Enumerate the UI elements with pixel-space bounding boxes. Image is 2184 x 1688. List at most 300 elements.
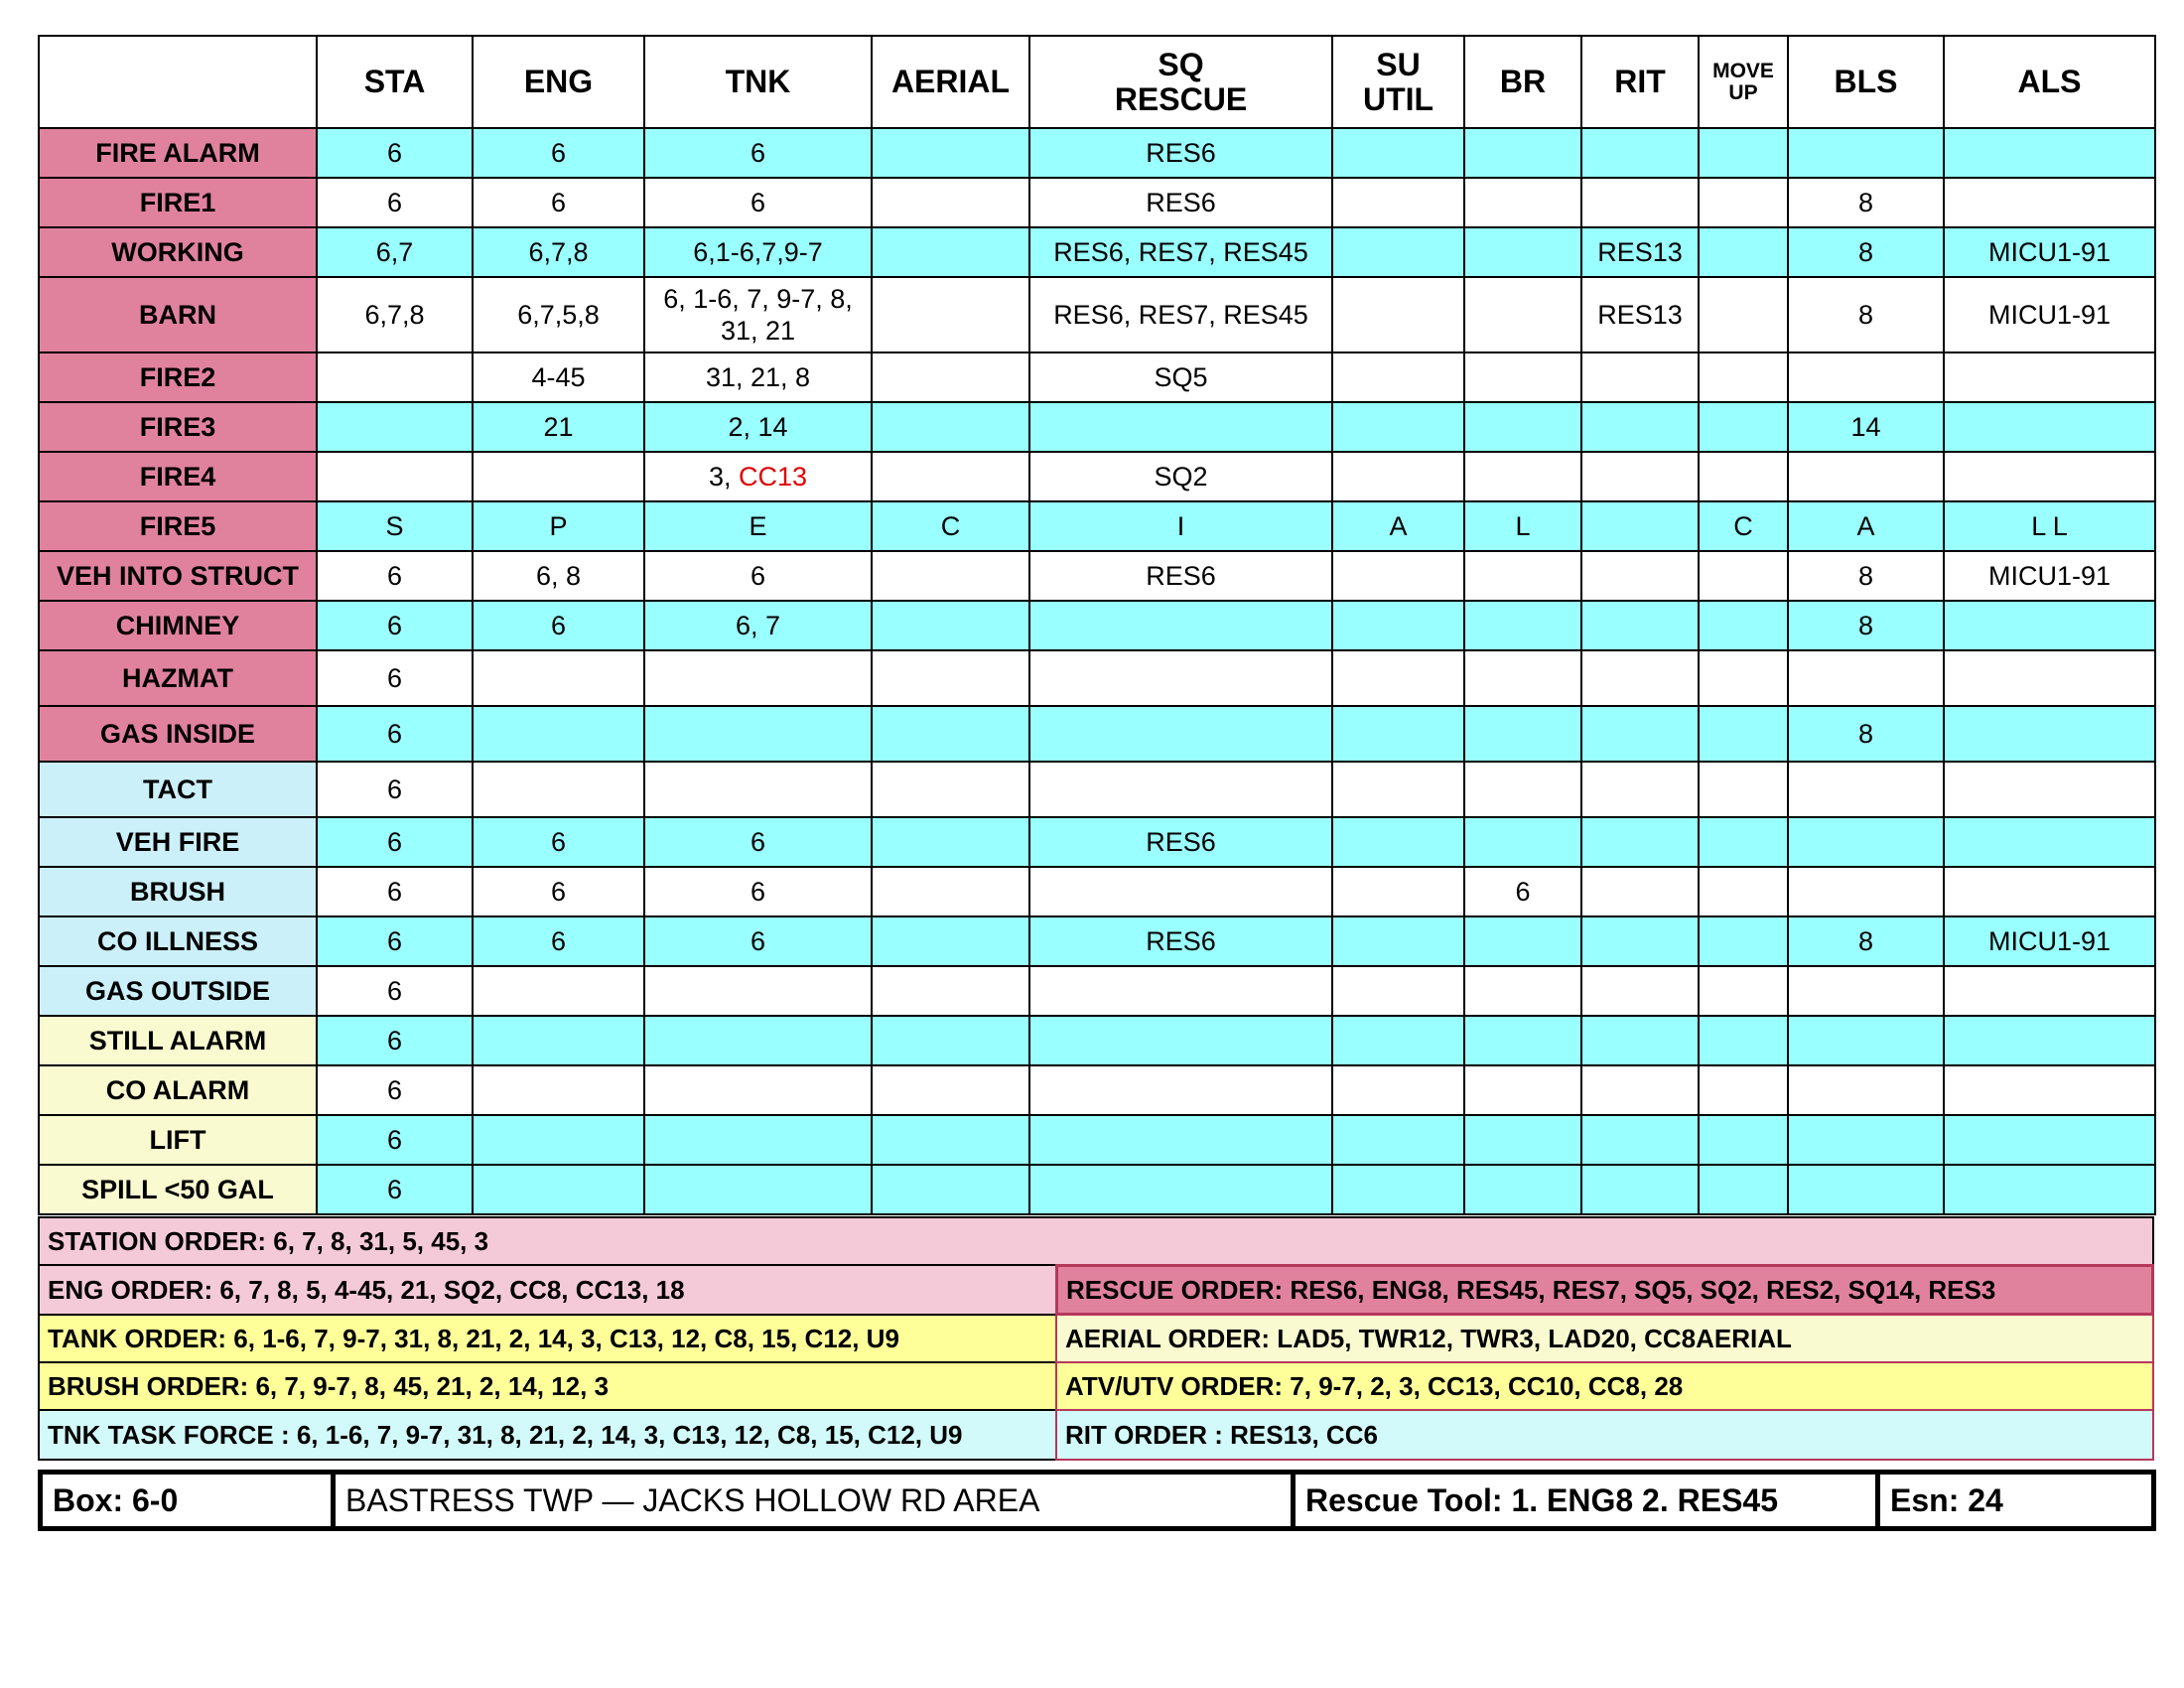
cell-rit — [1581, 178, 1699, 227]
cell-als: MICU1-91 — [1944, 277, 2155, 352]
cell-su-util — [1332, 551, 1464, 601]
cell-bls — [1788, 1115, 1944, 1165]
cell-su-util — [1332, 227, 1464, 277]
header-als: ALS — [1944, 36, 2155, 128]
cell-rit — [1581, 1115, 1699, 1165]
cell-move-up — [1699, 178, 1788, 227]
cell-bls — [1788, 1165, 1944, 1214]
cell-aerial — [872, 762, 1029, 817]
cell-sq-rescue — [1029, 706, 1332, 762]
cell-br — [1464, 352, 1581, 402]
cell-als: MICU1-91 — [1944, 916, 2155, 966]
cell-eng — [473, 1065, 644, 1115]
cell-br — [1464, 916, 1581, 966]
header-sq-rescue-line1: SQ — [1158, 46, 1204, 82]
run-card-sheet — [38, 35, 2156, 1215]
cell-su-util: A — [1332, 501, 1464, 551]
header-row — [39, 36, 2155, 128]
cell-br — [1464, 601, 1581, 650]
cell-su-util — [1332, 452, 1464, 501]
row-label: LIFT — [39, 1115, 317, 1165]
cell-eng: P — [473, 501, 644, 551]
table-row — [39, 452, 2155, 501]
cell-move-up — [1699, 916, 1788, 966]
header-corner — [39, 36, 317, 128]
cell-rit — [1581, 501, 1699, 551]
cell-br — [1464, 402, 1581, 452]
brush-order: BRUSH ORDER: 6, 7, 9-7, 8, 45, 21, 2, 14, 12, 3 — [38, 1361, 1057, 1411]
cell-als — [1944, 1115, 2155, 1165]
cell-su-util — [1332, 650, 1464, 706]
cell-br — [1464, 277, 1581, 352]
cell-su-util — [1332, 1115, 1464, 1165]
header-move-up — [1699, 36, 1788, 128]
row-label: GAS OUTSIDE — [39, 966, 317, 1016]
cell-als — [1944, 817, 2155, 867]
cell-tnk — [644, 452, 872, 501]
cell-tnk: 6 — [644, 551, 872, 601]
cell-br: 6 — [1464, 867, 1581, 916]
cell-sta: 6 — [317, 1115, 473, 1165]
cell-su-util — [1332, 1016, 1464, 1065]
cell-bls: 8 — [1788, 601, 1944, 650]
row-label: VEH FIRE — [39, 817, 317, 867]
cell-aerial — [872, 227, 1029, 277]
cell-eng — [473, 706, 644, 762]
cell-eng: 6 — [473, 178, 644, 227]
cell-eng: 6,7,5,8 — [473, 277, 644, 352]
cell-rit — [1581, 762, 1699, 817]
cell-move-up — [1699, 128, 1788, 178]
table-row — [39, 762, 2155, 817]
box-number: Box: 6-0 — [43, 1475, 336, 1526]
cell-eng — [473, 1165, 644, 1214]
cell-aerial — [872, 551, 1029, 601]
cell-move-up — [1699, 650, 1788, 706]
cell-sta: 6 — [317, 1165, 473, 1214]
cell-move-up — [1699, 706, 1788, 762]
aerial-order: AERIAL ORDER: LAD5, TWR12, TWR3, LAD20, CC8AERIAL — [1055, 1314, 2154, 1363]
cell-sq-rescue — [1029, 601, 1332, 650]
header-bls: BLS — [1788, 36, 1944, 128]
cell-br — [1464, 1165, 1581, 1214]
cell-rit — [1581, 128, 1699, 178]
cell-sq-rescue: SQ5 — [1029, 352, 1332, 402]
cell-sta: 6 — [317, 706, 473, 762]
atv-utv-order: ATV/UTV ORDER: 7, 9-7, 2, 3, CC13, CC10, CC8, 28 — [1055, 1361, 2154, 1411]
cell-sq-rescue: RES6 — [1029, 551, 1332, 601]
cell-sta: 6 — [317, 1016, 473, 1065]
row-label: FIRE ALARM — [39, 128, 317, 178]
cell-bls — [1788, 1016, 1944, 1065]
cell-move-up — [1699, 402, 1788, 452]
cell-als — [1944, 128, 2155, 178]
cell-rit — [1581, 1165, 1699, 1214]
tnk-task-force: TNK TASK FORCE : 6, 1-6, 7, 9-7, 31, 8, 21, 2, 14, 3, C13, 12, C8, 15, C12, U9 — [38, 1409, 1057, 1461]
cell-move-up: C — [1699, 501, 1788, 551]
cell-br — [1464, 227, 1581, 277]
cell-move-up — [1699, 277, 1788, 352]
cell-su-util — [1332, 1065, 1464, 1115]
cell-move-up — [1699, 227, 1788, 277]
cell-move-up — [1699, 867, 1788, 916]
table-row — [39, 1065, 2155, 1115]
cell-sq-rescue — [1029, 1016, 1332, 1065]
cell-aerial — [872, 650, 1029, 706]
cell-tnk: 2, 14 — [644, 402, 872, 452]
cell-sq-rescue — [1029, 762, 1332, 817]
cell-tnk: 6,1-6,7,9-7 — [644, 227, 872, 277]
cell-bls — [1788, 650, 1944, 706]
row-label: CO ILLNESS — [39, 916, 317, 966]
cell-eng: 21 — [473, 402, 644, 452]
cell-sq-rescue: RES6 — [1029, 916, 1332, 966]
cell-eng — [473, 650, 644, 706]
cell-rit — [1581, 966, 1699, 1016]
row-label: WORKING — [39, 227, 317, 277]
cell-eng — [473, 762, 644, 817]
row-label: FIRE5 — [39, 501, 317, 551]
cell-br: L — [1464, 501, 1581, 551]
cell-rit — [1581, 601, 1699, 650]
cell-aerial — [872, 706, 1029, 762]
cell-sta — [317, 452, 473, 501]
cell-bls: 8 — [1788, 227, 1944, 277]
cell-sq-rescue: SQ2 — [1029, 452, 1332, 501]
cell-su-util — [1332, 916, 1464, 966]
cell-sq-rescue — [1029, 867, 1332, 916]
area-name: BASTRESS TWP — JACKS HOLLOW RD AREA — [336, 1475, 1296, 1526]
eng-order: ENG ORDER: 6, 7, 8, 5, 4-45, 21, SQ2, CC8, CC13, 18 — [38, 1264, 1057, 1316]
cell-bls: 8 — [1788, 551, 1944, 601]
cell-sq-rescue — [1029, 650, 1332, 706]
cell-bls: 8 — [1788, 916, 1944, 966]
cell-su-util — [1332, 762, 1464, 817]
cell-eng: 4-45 — [473, 352, 644, 402]
table-row — [39, 227, 2155, 277]
table-row — [39, 1115, 2155, 1165]
cell-su-util — [1332, 601, 1464, 650]
cell-rit: RES13 — [1581, 277, 1699, 352]
cell-als — [1944, 1165, 2155, 1214]
cell-eng: 6, 8 — [473, 551, 644, 601]
cell-aerial — [872, 1115, 1029, 1165]
cell-eng — [473, 452, 644, 501]
table-row — [39, 601, 2155, 650]
table-row — [39, 706, 2155, 762]
row-label: FIRE2 — [39, 352, 317, 402]
cell-su-util — [1332, 1165, 1464, 1214]
row-label: CHIMNEY — [39, 601, 317, 650]
cell-bls — [1788, 762, 1944, 817]
row-label: CO ALARM — [39, 1065, 317, 1115]
cell-su-util — [1332, 277, 1464, 352]
cell-eng: 6 — [473, 867, 644, 916]
header-su-util — [1332, 36, 1464, 128]
table-row — [39, 402, 2155, 452]
cell-rit — [1581, 402, 1699, 452]
cell-br — [1464, 178, 1581, 227]
cell-sta: 6 — [317, 650, 473, 706]
cell-br — [1464, 452, 1581, 501]
cell-als — [1944, 650, 2155, 706]
header-move-up-line1: MOVE — [1712, 59, 1774, 82]
cell-als — [1944, 1065, 2155, 1115]
cell-als — [1944, 706, 2155, 762]
cell-su-util — [1332, 706, 1464, 762]
cell-eng: 6 — [473, 601, 644, 650]
cell-tnk — [644, 1065, 872, 1115]
cell-eng — [473, 966, 644, 1016]
table-row — [39, 501, 2155, 551]
dispatch-grid — [38, 35, 2156, 1215]
cell-tnk — [644, 650, 872, 706]
cell-rit: RES13 — [1581, 227, 1699, 277]
row-label: SPILL <50 GAL — [39, 1165, 317, 1214]
cell-als: MICU1-91 — [1944, 551, 2155, 601]
header-move-up-line2: UP — [1728, 80, 1758, 104]
cell-aerial — [872, 601, 1029, 650]
cell-sq-rescue: RES6, RES7, RES45 — [1029, 277, 1332, 352]
cell-move-up — [1699, 1165, 1788, 1214]
header-sq-rescue-line2: RESCUE — [1114, 80, 1248, 117]
cell-tnk — [644, 706, 872, 762]
cell-tnk — [644, 1115, 872, 1165]
cell-su-util — [1332, 352, 1464, 402]
cell-rit — [1581, 551, 1699, 601]
cell-als: MICU1-91 — [1944, 227, 2155, 277]
cell-tnk: 6, 7 — [644, 601, 872, 650]
cell-move-up — [1699, 817, 1788, 867]
table-row — [39, 966, 2155, 1016]
table-row — [39, 352, 2155, 402]
row-label: BRUSH — [39, 867, 317, 916]
cell-sta: 6,7,8 — [317, 277, 473, 352]
cell-br — [1464, 1065, 1581, 1115]
cell-move-up — [1699, 762, 1788, 817]
cell-su-util — [1332, 128, 1464, 178]
cell-sq-rescue: RES6 — [1029, 817, 1332, 867]
cell-sta: 6 — [317, 601, 473, 650]
cell-tnk: 6, 1-6, 7, 9-7, 8, 31, 21 — [644, 277, 872, 352]
cell-tnk — [644, 1165, 872, 1214]
row-label: HAZMAT — [39, 650, 317, 706]
cell-bls: 14 — [1788, 402, 1944, 452]
cell-bls: 8 — [1788, 178, 1944, 227]
cell-br — [1464, 551, 1581, 601]
cell-su-util — [1332, 966, 1464, 1016]
cell-move-up — [1699, 352, 1788, 402]
table-row — [39, 551, 2155, 601]
cell-aerial: C — [872, 501, 1029, 551]
cell-sq-rescue — [1029, 1165, 1332, 1214]
cell-aerial — [872, 867, 1029, 916]
cell-rit — [1581, 1065, 1699, 1115]
cell-su-util — [1332, 178, 1464, 227]
table-row — [39, 916, 2155, 966]
cell-br — [1464, 1016, 1581, 1065]
cell-aerial — [872, 352, 1029, 402]
cell-sta: 6 — [317, 178, 473, 227]
cell-aerial — [872, 966, 1029, 1016]
cell-eng — [473, 1115, 644, 1165]
header-sta: STA — [317, 36, 473, 128]
cell-als — [1944, 178, 2155, 227]
fire4-tnk-highlight: CC13 — [739, 461, 808, 492]
cell-aerial — [872, 128, 1029, 178]
header-su-util-line1: SU — [1376, 46, 1421, 82]
cell-move-up — [1699, 1115, 1788, 1165]
cell-tnk: 6 — [644, 178, 872, 227]
station-order: STATION ORDER: 6, 7, 8, 31, 5, 45, 3 — [38, 1216, 2154, 1266]
cell-als — [1944, 966, 2155, 1016]
cell-tnk: 6 — [644, 817, 872, 867]
cell-aerial — [872, 178, 1029, 227]
cell-su-util — [1332, 867, 1464, 916]
cell-aerial — [872, 1016, 1029, 1065]
cell-rit — [1581, 352, 1699, 402]
cell-rit — [1581, 916, 1699, 966]
fire4-tnk-units: 3, — [708, 461, 739, 492]
cell-als: L L — [1944, 501, 2155, 551]
cell-aerial — [872, 916, 1029, 966]
cell-sq-rescue — [1029, 1115, 1332, 1165]
row-label: TACT — [39, 762, 317, 817]
cell-br — [1464, 762, 1581, 817]
cell-rit — [1581, 452, 1699, 501]
table-row — [39, 178, 2155, 227]
cell-sq-rescue — [1029, 402, 1332, 452]
cell-move-up — [1699, 452, 1788, 501]
cell-bls — [1788, 1065, 1944, 1115]
cell-sta — [317, 402, 473, 452]
footer-bar — [38, 1470, 2156, 1531]
cell-sta: S — [317, 501, 473, 551]
cell-eng: 6 — [473, 128, 644, 178]
cell-aerial — [872, 817, 1029, 867]
cell-sta: 6,7 — [317, 227, 473, 277]
cell-tnk: 6 — [644, 916, 872, 966]
cell-bls: 8 — [1788, 277, 1944, 352]
cell-rit — [1581, 706, 1699, 762]
cell-sta: 6 — [317, 867, 473, 916]
row-label: VEH INTO STRUCT — [39, 551, 317, 601]
cell-br — [1464, 1115, 1581, 1165]
row-label: STILL ALARM — [39, 1016, 317, 1065]
cell-tnk — [644, 762, 872, 817]
table-row — [39, 1016, 2155, 1065]
cell-sta: 6 — [317, 817, 473, 867]
cell-bls — [1788, 817, 1944, 867]
cell-sta: 6 — [317, 551, 473, 601]
cell-su-util — [1332, 817, 1464, 867]
cell-sta: 6 — [317, 966, 473, 1016]
grid-body — [39, 128, 2155, 1214]
cell-aerial — [872, 1065, 1029, 1115]
row-label: FIRE3 — [39, 402, 317, 452]
cell-br — [1464, 706, 1581, 762]
table-row — [39, 817, 2155, 867]
cell-sq-rescue — [1029, 1065, 1332, 1115]
cell-als — [1944, 601, 2155, 650]
cell-rit — [1581, 650, 1699, 706]
header-rit: RIT — [1581, 36, 1699, 128]
cell-tnk: E — [644, 501, 872, 551]
cell-eng — [473, 1016, 644, 1065]
cell-aerial — [872, 402, 1029, 452]
table-row — [39, 1165, 2155, 1214]
rit-order: RIT ORDER : RES13, CC6 — [1055, 1409, 2154, 1461]
cell-als — [1944, 1016, 2155, 1065]
cell-sq-rescue — [1029, 966, 1332, 1016]
cell-als — [1944, 352, 2155, 402]
cell-eng: 6 — [473, 817, 644, 867]
cell-br — [1464, 128, 1581, 178]
table-row — [39, 867, 2155, 916]
esn-number: Esn: 24 — [1890, 1481, 2003, 1518]
cell-als — [1944, 867, 2155, 916]
row-label: GAS INSIDE — [39, 706, 317, 762]
cell-su-util — [1332, 402, 1464, 452]
cell-bls — [1788, 966, 1944, 1016]
cell-bls: 8 — [1788, 706, 1944, 762]
cell-sq-rescue: I — [1029, 501, 1332, 551]
table-row — [39, 128, 2155, 178]
header-tnk: TNK — [644, 36, 872, 128]
cell-eng: 6,7,8 — [473, 227, 644, 277]
cell-als — [1944, 402, 2155, 452]
header-su-util-line2: UTIL — [1362, 80, 1434, 117]
cell-aerial — [872, 1165, 1029, 1214]
cell-als — [1944, 452, 2155, 501]
cell-sta: 6 — [317, 128, 473, 178]
table-row — [39, 650, 2155, 706]
row-label: FIRE4 — [39, 452, 317, 501]
header-eng: ENG — [473, 36, 644, 128]
cell-tnk — [644, 1016, 872, 1065]
row-label: BARN — [39, 277, 317, 352]
cell-move-up — [1699, 1065, 1788, 1115]
cell-br — [1464, 650, 1581, 706]
cell-tnk: 6 — [644, 867, 872, 916]
tank-order: TANK ORDER: 6, 1-6, 7, 9-7, 31, 8, 21, 2, 14, 3, C13, 12, C8, 15, C12, U9 — [38, 1314, 1057, 1363]
cell-rit — [1581, 867, 1699, 916]
header-aerial: AERIAL — [872, 36, 1029, 128]
cell-sta: 6 — [317, 1065, 473, 1115]
cell-eng: 6 — [473, 916, 644, 966]
cell-move-up — [1699, 1016, 1788, 1065]
cell-tnk: 6 — [644, 128, 872, 178]
cell-bls: A — [1788, 501, 1944, 551]
cell-tnk — [644, 966, 872, 1016]
cell-br — [1464, 817, 1581, 867]
cell-tnk: 31, 21, 8 — [644, 352, 872, 402]
table-row — [39, 277, 2155, 352]
cell-bls — [1788, 452, 1944, 501]
cell-move-up — [1699, 551, 1788, 601]
cell-aerial — [872, 277, 1029, 352]
cell-als — [1944, 762, 2155, 817]
rescue-tool: Rescue Tool: 1. ENG8 2. RES45 — [1296, 1475, 1880, 1526]
row-label: FIRE1 — [39, 178, 317, 227]
header-sq-rescue — [1029, 36, 1332, 128]
header-br: BR — [1464, 36, 1581, 128]
cell-sq-rescue: RES6, RES7, RES45 — [1029, 227, 1332, 277]
cell-sta: 6 — [317, 916, 473, 966]
cell-move-up — [1699, 601, 1788, 650]
cell-sq-rescue: RES6 — [1029, 128, 1332, 178]
cell-aerial — [872, 452, 1029, 501]
